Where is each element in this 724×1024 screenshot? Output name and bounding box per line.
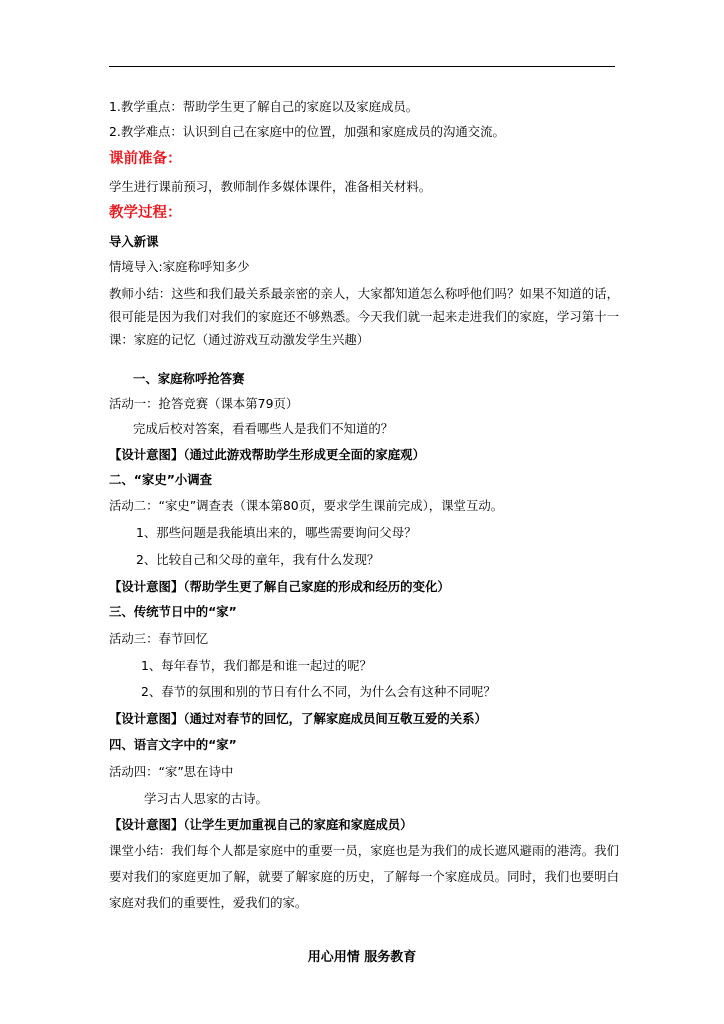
activity-4-detail: 学习古人思家的古诗。 xyxy=(144,791,268,806)
design-intent-3: 【设计意图】（通过对春节的回忆，了解家庭成员间互敬互爱的关系） xyxy=(109,711,487,726)
intro-scene: 情境导入:家庭称呼知多少 xyxy=(109,259,250,274)
section-3-title: 三、传统节日中的“家” xyxy=(109,604,237,619)
heading-process: 教学过程： xyxy=(109,205,182,221)
activity-3-question-1: 1、每年春节，我们都是和谁一起过的呢？ xyxy=(141,658,372,673)
class-summary: 课堂小结：我们每个人都是家庭中的重要一员，家庭也是为我们的成长遮风避雨的港湾。我们要对我们的家庭更加了解，就要了解家庭的历史，了解每一个家庭成员。同时，我们也要明白家庭对我们的重要性，爱我们的家。 xyxy=(109,843,619,910)
header-rule xyxy=(109,66,615,67)
design-intent-1: 【设计意图】（通过此游戏帮助学生形成更全面的家庭观） xyxy=(109,447,425,462)
key-point-line: 1.教学重点：帮助学生更了解自己的家庭以及家庭成员。 xyxy=(109,99,419,114)
page-footer: 用心用情 服务教育 xyxy=(307,950,417,965)
section-2-title: 二、“家史”小调查 xyxy=(109,472,213,487)
activity-1: 活动一：抢答竞赛（课本第79页） xyxy=(109,396,299,411)
activity-3: 活动三：春节回忆 xyxy=(109,631,209,646)
activity-3-question-2: 2、春节的氛围和别的节日有什么不同，为什么会有这种不同呢？ xyxy=(141,684,496,699)
design-intent-4: 【设计意图】（让学生更加重视自己的家庭和家庭成员） xyxy=(109,817,413,832)
activity-4: 活动四：“家”思在诗中 xyxy=(109,764,234,779)
intro-title: 导入新课 xyxy=(109,234,159,249)
preparation-text: 学生进行课前预习，教师制作多媒体课件，准备相关材料。 xyxy=(109,179,432,194)
difficulty-line: 2.教学难点：认识到自己在家庭中的位置，加强和家庭成员的沟通交流。 xyxy=(109,124,505,139)
teacher-summary: 教师小结：这些和我们最关系最亲密的亲人，大家都知道怎么称呼他们吗？如果不知道的话，很可能是因为我们对我们的家庭还不够熟悉。今天我们就一起来走进我们的家庭，学习第十一课：家庭的记忆（通过游戏互动激发学生兴趣） xyxy=(109,286,619,347)
section-4-title: 四、语言文字中的“家” xyxy=(109,737,237,752)
heading-preparation: 课前准备： xyxy=(109,151,182,167)
activity-2-question-2: 2、比较自己和父母的童年，我有什么发现？ xyxy=(136,552,380,567)
design-intent-2: 【设计意图】（帮助学生更了解自己家庭的形成和经历的变化） xyxy=(109,579,450,594)
section-1-title: 一、家庭称呼抢答赛 xyxy=(133,371,245,386)
activity-2-question-1: 1、那些问题是我能填出来的，哪些需要询问父母？ xyxy=(136,525,417,540)
activity-1-detail: 完成后校对答案，看看哪些人是我们不知道的？ xyxy=(133,421,394,436)
activity-2: 活动二：“家史”调查表（课本第80页，要求学生课前完成），课堂互动。 xyxy=(109,498,504,513)
